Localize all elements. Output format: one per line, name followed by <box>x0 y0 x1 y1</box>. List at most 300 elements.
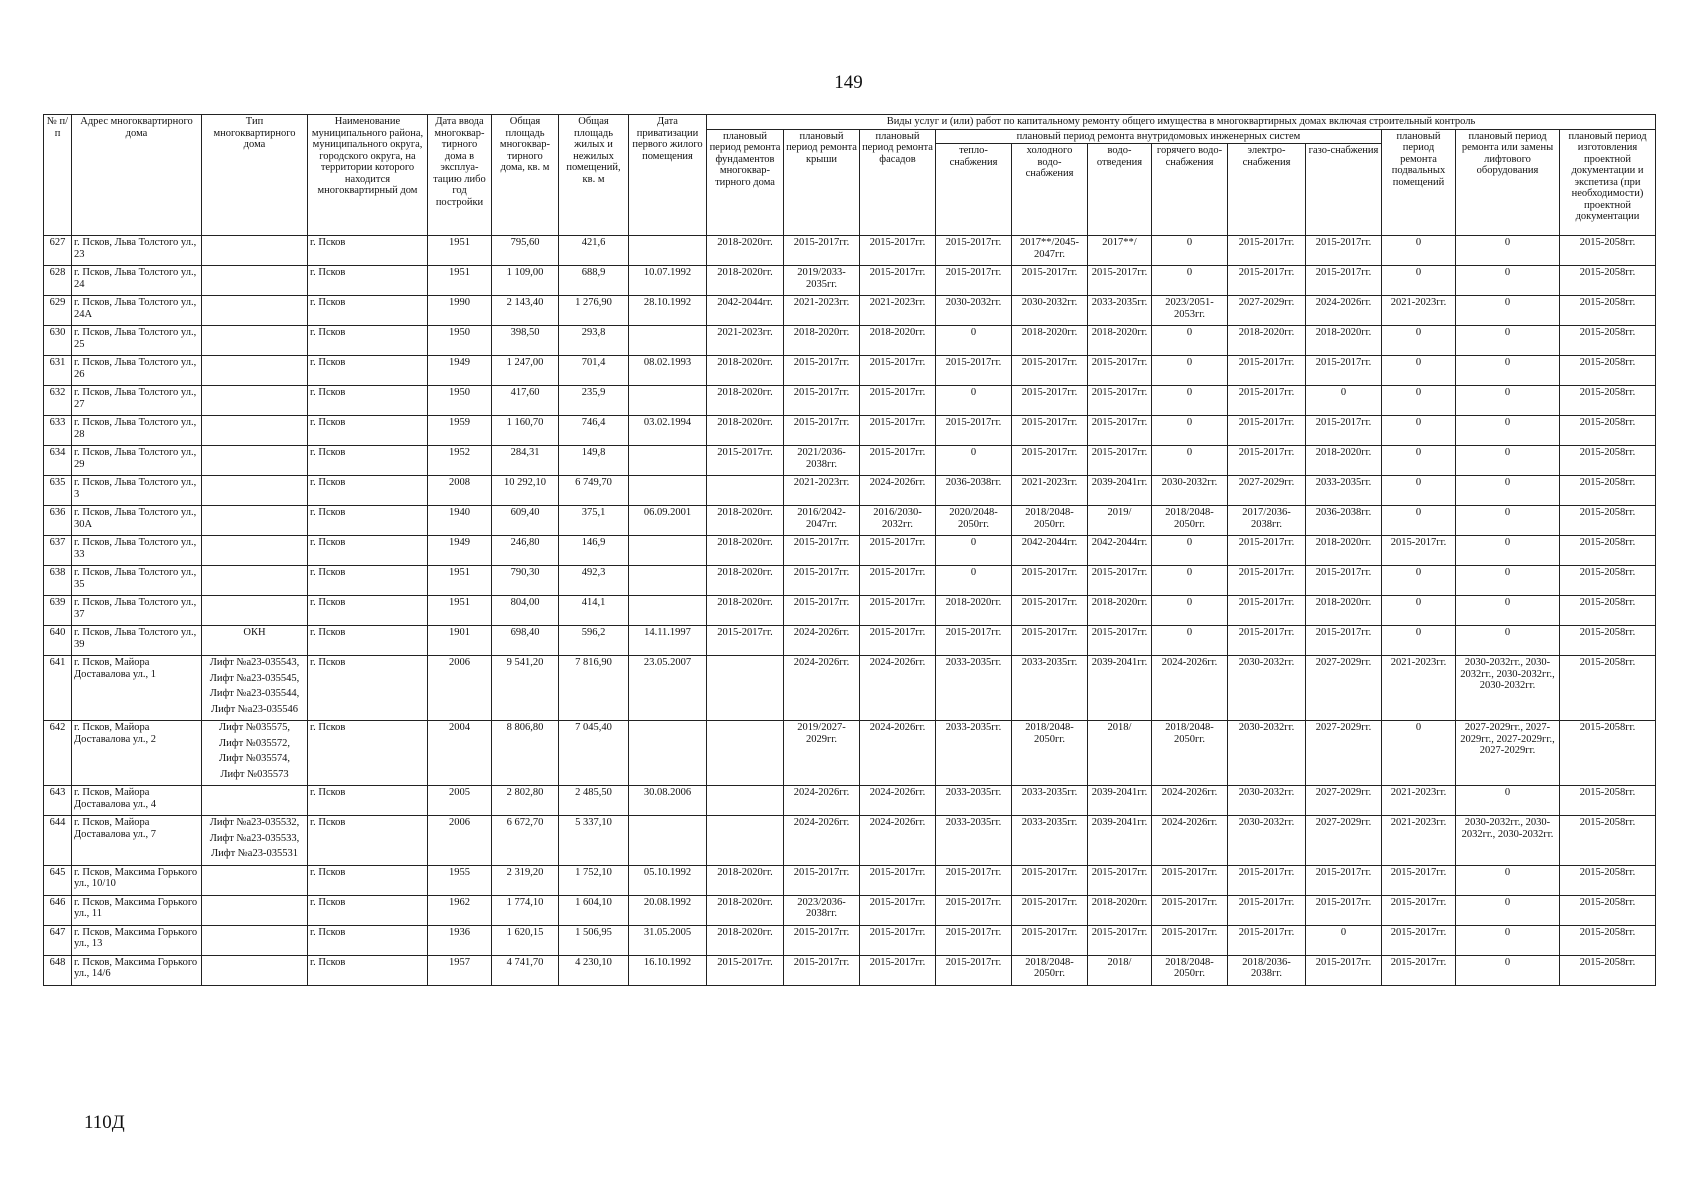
table-row <box>44 955 1656 985</box>
elevator-cell: 0 <box>1456 476 1560 506</box>
lift-entry: Лифт №035573 <box>220 768 289 780</box>
table-row <box>44 721 1656 786</box>
roof-period-cell: 2021-2023гг. <box>784 296 860 326</box>
roof-period-cell: 2015-2017гг. <box>784 536 860 566</box>
facade-period-cell: 2024-2026гг. <box>860 476 936 506</box>
total-area-cell: 2 319,20 <box>492 865 559 895</box>
address-cell: г. Псков, Майора Доставалова ул., 4 <box>72 786 202 816</box>
elevator-cell: 0 <box>1456 386 1560 416</box>
sewer-cell: 2042-2044гг. <box>1088 536 1152 566</box>
house-type-cell <box>202 786 308 816</box>
cold-water-cell: 2017**/2045-2047гг. <box>1012 236 1088 266</box>
electric-cell: 2015-2017гг. <box>1228 536 1306 566</box>
row-number: 635 <box>44 476 72 506</box>
heat-supply-cell: 0 <box>936 386 1012 416</box>
hot-water-cell: 0 <box>1152 416 1228 446</box>
hot-water-cell: 2024-2026гг. <box>1152 786 1228 816</box>
commission-year-cell: 1950 <box>428 386 492 416</box>
total-area-cell: 10 292,10 <box>492 476 559 506</box>
elevator-cell: 2030-2032гг., 2030-2032гг., 2030-2032гг. <box>1456 816 1560 866</box>
facade-period-cell: 2015-2017гг. <box>860 626 936 656</box>
cold-water-cell: 2015-2017гг. <box>1012 266 1088 296</box>
commission-year-cell: 2006 <box>428 656 492 721</box>
documentation-cell: 2015-2058гг. <box>1560 895 1656 925</box>
heat-supply-cell: 2015-2017гг. <box>936 895 1012 925</box>
hot-water-cell: 2018/2048-2050гг. <box>1152 506 1228 536</box>
facade-period-cell: 2024-2026гг. <box>860 786 936 816</box>
electric-cell: 2018-2020гг. <box>1228 326 1306 356</box>
municipality-cell: г. Псков <box>308 356 428 386</box>
heat-supply-cell: 2015-2017гг. <box>936 416 1012 446</box>
living-area-cell: 7 816,90 <box>559 656 629 721</box>
heat-supply-cell: 2033-2035гг. <box>936 721 1012 786</box>
roof-period-cell: 2015-2017гг. <box>784 925 860 955</box>
commission-year-cell: 1949 <box>428 536 492 566</box>
header-municipality: Наименование муниципального района, муниципального округа, городского округа, на территории которого находится многоквартирный дом <box>308 115 428 236</box>
foundation-period-cell: 2015-2017гг. <box>707 955 784 985</box>
address-cell: г. Псков, Льва Толстого ул., 35 <box>72 566 202 596</box>
documentation-cell: 2015-2058гг. <box>1560 506 1656 536</box>
cold-water-cell: 2018-2020гг. <box>1012 326 1088 356</box>
house-type-cell <box>202 656 308 721</box>
privatization-date-cell <box>629 236 707 266</box>
living-area-cell: 2 485,50 <box>559 786 629 816</box>
house-type-cell <box>202 416 308 446</box>
privatization-date-cell: 10.07.1992 <box>629 266 707 296</box>
row-number: 636 <box>44 506 72 536</box>
foundation-period-cell: 2018-2020гг. <box>707 566 784 596</box>
commission-year-cell: 1990 <box>428 296 492 326</box>
commission-year-cell: 1950 <box>428 326 492 356</box>
living-area-cell: 149,8 <box>559 446 629 476</box>
municipality-cell: г. Псков <box>308 266 428 296</box>
heat-supply-cell: 2018-2020гг. <box>936 596 1012 626</box>
address-cell: г. Псков, Максима Горького ул., 10/10 <box>72 865 202 895</box>
total-area-cell: 6 672,70 <box>492 816 559 866</box>
living-area-cell: 688,9 <box>559 266 629 296</box>
house-type-cell <box>202 476 308 506</box>
electric-cell: 2030-2032гг. <box>1228 786 1306 816</box>
sewer-cell: 2015-2017гг. <box>1088 865 1152 895</box>
total-area-cell: 417,60 <box>492 386 559 416</box>
cold-water-cell: 2018/2048-2050гг. <box>1012 721 1088 786</box>
municipality-cell: г. Псков <box>308 326 428 356</box>
electric-cell: 2015-2017гг. <box>1228 626 1306 656</box>
header-services-group: Виды услуг и (или) работ по капитальному ремонту общего имущества в многоквартирных домах включая строительный контроль <box>707 115 1656 130</box>
privatization-date-cell <box>629 596 707 626</box>
sewer-cell: 2015-2017гг. <box>1088 925 1152 955</box>
hot-water-cell: 0 <box>1152 386 1228 416</box>
facade-period-cell: 2024-2026гг. <box>860 816 936 866</box>
row-number: 648 <box>44 955 72 985</box>
electric-cell: 2018/2036-2038гг. <box>1228 955 1306 985</box>
cold-water-cell: 2015-2017гг. <box>1012 566 1088 596</box>
house-type-cell <box>202 865 308 895</box>
sewer-cell: 2017**/ <box>1088 236 1152 266</box>
basement-cell: 0 <box>1382 476 1456 506</box>
sewer-cell: 2039-2041гг. <box>1088 816 1152 866</box>
row-number: 637 <box>44 536 72 566</box>
hot-water-cell: 0 <box>1152 536 1228 566</box>
header-facade: плановый период ремонта фасадов <box>860 129 936 236</box>
total-area-cell: 398,50 <box>492 326 559 356</box>
facade-period-cell: 2015-2017гг. <box>860 925 936 955</box>
gas-cell: 2015-2017гг. <box>1306 566 1382 596</box>
table-row <box>44 446 1656 476</box>
roof-period-cell: 2016/2042-2047гг. <box>784 506 860 536</box>
foundation-period-cell: 2021-2023гг. <box>707 326 784 356</box>
facade-period-cell: 2015-2017гг. <box>860 596 936 626</box>
commission-year-cell: 1951 <box>428 566 492 596</box>
header-basement: плановый период ремонта подвальных помещений <box>1382 129 1456 236</box>
privatization-date-cell <box>629 446 707 476</box>
commission-year-cell: 2008 <box>428 476 492 506</box>
privatization-date-cell: 16.10.1992 <box>629 955 707 985</box>
header-elevator: плановый период ремонта или замены лифтового оборудования <box>1456 129 1560 236</box>
row-number: 641 <box>44 656 72 721</box>
cold-water-cell: 2033-2035гг. <box>1012 816 1088 866</box>
cold-water-cell: 2015-2017гг. <box>1012 865 1088 895</box>
facade-period-cell: 2024-2026гг. <box>860 721 936 786</box>
living-area-cell: 701,4 <box>559 356 629 386</box>
sewer-cell: 2018/ <box>1088 721 1152 786</box>
address-cell: г. Псков, Льва Толстого ул., 30А <box>72 506 202 536</box>
total-area-cell: 4 741,70 <box>492 955 559 985</box>
header-documentation: плановый период изготовления проектной документации и экспетиза (при необходимости) проектной документации <box>1560 129 1656 236</box>
facade-period-cell: 2015-2017гг. <box>860 955 936 985</box>
roof-period-cell: 2024-2026гг. <box>784 626 860 656</box>
roof-period-cell: 2015-2017гг. <box>784 955 860 985</box>
commission-year-cell: 1952 <box>428 446 492 476</box>
basement-cell: 2021-2023гг. <box>1382 296 1456 326</box>
basement-cell: 2015-2017гг. <box>1382 895 1456 925</box>
header-type: Тип многоквартирного дома <box>202 115 308 236</box>
electric-cell: 2015-2017гг. <box>1228 236 1306 266</box>
row-number: 644 <box>44 816 72 866</box>
heat-supply-cell: 2015-2017гг. <box>936 236 1012 266</box>
gas-cell: 2024-2026гг. <box>1306 296 1382 326</box>
address-cell: г. Псков, Майора Доставалова ул., 2 <box>72 721 202 786</box>
address-cell: г. Псков, Льва Толстого ул., 23 <box>72 236 202 266</box>
hot-water-cell: 0 <box>1152 236 1228 266</box>
header-cold-water: холодного водо-снабжения <box>1012 144 1088 236</box>
header-engineering-group: плановый период ремонта внутридомовых инженерных систем <box>936 129 1382 144</box>
roof-period-cell: 2019/2027-2029гг. <box>784 721 860 786</box>
living-area-cell: 1 506,95 <box>559 925 629 955</box>
hot-water-cell: 0 <box>1152 266 1228 296</box>
header-living-area: Общая площадь жилых и нежилых помещений, кв. м <box>559 115 629 236</box>
cold-water-cell: 2015-2017гг. <box>1012 386 1088 416</box>
municipality-cell: г. Псков <box>308 865 428 895</box>
sewer-cell: 2015-2017гг. <box>1088 266 1152 296</box>
documentation-cell: 2015-2058гг. <box>1560 865 1656 895</box>
living-area-cell: 1 604,10 <box>559 895 629 925</box>
total-area-cell: 284,31 <box>492 446 559 476</box>
documentation-cell: 2015-2058гг. <box>1560 236 1656 266</box>
cold-water-cell: 2015-2017гг. <box>1012 925 1088 955</box>
municipality-cell: г. Псков <box>308 596 428 626</box>
elevator-cell: 2030-2032гг., 2030-2032гг., 2030-2032гг., 2030-2032гг. <box>1456 656 1560 721</box>
row-number: 640 <box>44 626 72 656</box>
total-area-cell: 790,30 <box>492 566 559 596</box>
facade-period-cell: 2016/2030-2032гг. <box>860 506 936 536</box>
address-cell: г. Псков, Льва Толстого ул., 37 <box>72 596 202 626</box>
commission-year-cell: 1951 <box>428 236 492 266</box>
municipality-cell: г. Псков <box>308 786 428 816</box>
documentation-cell: 2015-2058гг. <box>1560 596 1656 626</box>
elevator-cell: 2027-2029гг., 2027-2029гг., 2027-2029гг., 2027-2029гг. <box>1456 721 1560 786</box>
lift-entry: Лифт №а23-035544, <box>209 688 300 699</box>
facade-period-cell: 2015-2017гг. <box>860 566 936 596</box>
facade-period-cell: 2015-2017гг. <box>860 536 936 566</box>
municipality-cell: г. Псков <box>308 626 428 656</box>
documentation-cell: 2015-2058гг. <box>1560 786 1656 816</box>
privatization-date-cell: 06.09.2001 <box>629 506 707 536</box>
lift-entry: Лифт №а23-035531 <box>211 848 298 859</box>
address-cell: г. Псков, Льва Толстого ул., 28 <box>72 416 202 446</box>
commission-year-cell: 1957 <box>428 955 492 985</box>
row-number: 643 <box>44 786 72 816</box>
header-total-area: Общая площадь многоквар-тирного дома, кв. м <box>492 115 559 236</box>
sewer-cell: 2039-2041гг. <box>1088 656 1152 721</box>
municipality-cell: г. Псков <box>308 656 428 721</box>
cold-water-cell: 2015-2017гг. <box>1012 626 1088 656</box>
header-privatization: Дата приватизации первого жилого помещения <box>629 115 707 236</box>
elevator-cell: 0 <box>1456 536 1560 566</box>
row-number: 627 <box>44 236 72 266</box>
gas-cell: 2015-2017гг. <box>1306 356 1382 386</box>
cold-water-cell: 2015-2017гг. <box>1012 356 1088 386</box>
house-type-cell <box>202 566 308 596</box>
table-row <box>44 236 1656 266</box>
house-type-cell <box>202 536 308 566</box>
table-row <box>44 656 1656 721</box>
privatization-date-cell <box>629 566 707 596</box>
heat-supply-cell: 2015-2017гг. <box>936 955 1012 985</box>
header-num: № п/п <box>44 115 72 236</box>
row-number: 645 <box>44 865 72 895</box>
municipality-cell: г. Псков <box>308 955 428 985</box>
sewer-cell: 2015-2017гг. <box>1088 566 1152 596</box>
cold-water-cell: 2018/2048-2050гг. <box>1012 506 1088 536</box>
facade-period-cell: 2015-2017гг. <box>860 386 936 416</box>
cold-water-cell: 2018/2048-2050гг. <box>1012 955 1088 985</box>
total-area-cell: 246,80 <box>492 536 559 566</box>
header-foundation: плановый период ремонта фундаментов многоквар-тирного дома <box>707 129 784 236</box>
row-number: 633 <box>44 416 72 446</box>
total-area-cell: 1 620,15 <box>492 925 559 955</box>
privatization-date-cell: 08.02.1993 <box>629 356 707 386</box>
hot-water-cell: 0 <box>1152 626 1228 656</box>
sewer-cell: 2018-2020гг. <box>1088 326 1152 356</box>
row-number: 638 <box>44 566 72 596</box>
total-area-cell: 9 541,20 <box>492 656 559 721</box>
cold-water-cell: 2033-2035гг. <box>1012 656 1088 721</box>
electric-cell: 2015-2017гг. <box>1228 386 1306 416</box>
header-electric: электро-снабжения <box>1228 144 1306 236</box>
electric-cell: 2015-2017гг. <box>1228 925 1306 955</box>
heat-supply-cell: 2033-2035гг. <box>936 656 1012 721</box>
privatization-date-cell <box>629 816 707 866</box>
total-area-cell: 609,40 <box>492 506 559 536</box>
foundation-period-cell: 2018-2020гг. <box>707 356 784 386</box>
electric-cell: 2015-2017гг. <box>1228 356 1306 386</box>
foundation-period-cell: 2018-2020гг. <box>707 386 784 416</box>
facade-period-cell: 2018-2020гг. <box>860 326 936 356</box>
house-type-cell <box>202 895 308 925</box>
table-row <box>44 506 1656 536</box>
gas-cell: 2027-2029гг. <box>1306 786 1382 816</box>
house-type-cell <box>202 266 308 296</box>
privatization-date-cell: 30.08.2006 <box>629 786 707 816</box>
cold-water-cell: 2030-2032гг. <box>1012 296 1088 326</box>
house-type-cell <box>202 721 308 786</box>
hot-water-cell: 2015-2017гг. <box>1152 925 1228 955</box>
gas-cell: 2018-2020гг. <box>1306 446 1382 476</box>
living-area-cell: 4 230,10 <box>559 955 629 985</box>
foundation-period-cell <box>707 816 784 866</box>
basement-cell: 2021-2023гг. <box>1382 656 1456 721</box>
foundation-period-cell <box>707 786 784 816</box>
lift-entry: Лифт №а23-035545, <box>209 672 300 684</box>
table-row <box>44 386 1656 416</box>
total-area-cell: 8 806,80 <box>492 721 559 786</box>
total-area-cell: 2 143,40 <box>492 296 559 326</box>
house-type-cell <box>202 925 308 955</box>
documentation-cell: 2015-2058гг. <box>1560 955 1656 985</box>
address-cell: г. Псков, Максима Горького ул., 11 <box>72 895 202 925</box>
lift-entry: Лифт №035572, <box>219 737 290 749</box>
basement-cell: 0 <box>1382 566 1456 596</box>
commission-year-cell: 1951 <box>428 266 492 296</box>
table-row <box>44 566 1656 596</box>
basement-cell: 0 <box>1382 386 1456 416</box>
elevator-cell: 0 <box>1456 895 1560 925</box>
roof-period-cell: 2019/2033-2035гг. <box>784 266 860 296</box>
privatization-date-cell: 03.02.1994 <box>629 416 707 446</box>
municipality-cell: г. Псков <box>308 816 428 866</box>
documentation-cell: 2015-2058гг. <box>1560 416 1656 446</box>
commission-year-cell: 1955 <box>428 865 492 895</box>
house-type-cell <box>202 296 308 326</box>
basement-cell: 0 <box>1382 626 1456 656</box>
total-area-cell: 795,60 <box>492 236 559 266</box>
municipality-cell: г. Псков <box>308 476 428 506</box>
lift-entry: Лифт №а23-035533, <box>209 832 300 844</box>
footer-code: 110Д <box>84 1112 125 1133</box>
sewer-cell: 2018/ <box>1088 955 1152 985</box>
foundation-period-cell: 2042-2044гг. <box>707 296 784 326</box>
total-area-cell: 698,40 <box>492 626 559 656</box>
foundation-period-cell: 2018-2020гг. <box>707 236 784 266</box>
basement-cell: 0 <box>1382 266 1456 296</box>
facade-period-cell: 2015-2017гг. <box>860 356 936 386</box>
privatization-date-cell: 05.10.1992 <box>629 865 707 895</box>
privatization-date-cell <box>629 721 707 786</box>
sewer-cell: 2015-2017гг. <box>1088 356 1152 386</box>
roof-period-cell: 2024-2026гг. <box>784 656 860 721</box>
sewer-cell: 2015-2017гг. <box>1088 446 1152 476</box>
heat-supply-cell: 2015-2017гг. <box>936 865 1012 895</box>
table-row <box>44 296 1656 326</box>
address-cell: г. Псков, Майора Доставалова ул., 1 <box>72 656 202 721</box>
living-area-cell: 7 045,40 <box>559 721 629 786</box>
elevator-cell: 0 <box>1456 955 1560 985</box>
table-row <box>44 536 1656 566</box>
gas-cell: 2015-2017гг. <box>1306 236 1382 266</box>
facade-period-cell: 2015-2017гг. <box>860 236 936 266</box>
header-address: Адрес многоквартирного дома <box>72 115 202 236</box>
basement-cell: 2021-2023гг. <box>1382 786 1456 816</box>
header-commission: Дата ввода многоквар-тирного дома в эксплуа-тацию либо год постройки <box>428 115 492 236</box>
elevator-cell: 0 <box>1456 786 1560 816</box>
commission-year-cell: 1951 <box>428 596 492 626</box>
facade-period-cell: 2015-2017гг. <box>860 446 936 476</box>
commission-year-cell: 2006 <box>428 816 492 866</box>
living-area-cell: 492,3 <box>559 566 629 596</box>
commission-year-cell: 1936 <box>428 925 492 955</box>
municipality-cell: г. Псков <box>308 446 428 476</box>
privatization-date-cell: 20.08.1992 <box>629 895 707 925</box>
row-number: 642 <box>44 721 72 786</box>
heat-supply-cell: 0 <box>936 446 1012 476</box>
electric-cell: 2027-2029гг. <box>1228 296 1306 326</box>
electric-cell: 2015-2017гг. <box>1228 416 1306 446</box>
electric-cell: 2030-2032гг. <box>1228 721 1306 786</box>
municipality-cell: г. Псков <box>308 236 428 266</box>
basement-cell: 0 <box>1382 236 1456 266</box>
facade-period-cell: 2015-2017гг. <box>860 865 936 895</box>
hot-water-cell: 2024-2026гг. <box>1152 656 1228 721</box>
elevator-cell: 0 <box>1456 596 1560 626</box>
gas-cell: 2015-2017гг. <box>1306 266 1382 296</box>
foundation-period-cell: 2018-2020гг. <box>707 506 784 536</box>
foundation-period-cell: 2018-2020гг. <box>707 895 784 925</box>
table-row <box>44 326 1656 356</box>
basement-cell: 2015-2017гг. <box>1382 925 1456 955</box>
lift-entry: Лифт №035574, <box>219 753 290 764</box>
roof-period-cell: 2021/2036-2038гг. <box>784 446 860 476</box>
basement-cell: 0 <box>1382 721 1456 786</box>
documentation-cell: 2015-2058гг. <box>1560 446 1656 476</box>
commission-year-cell: 1959 <box>428 416 492 446</box>
gas-cell: 2027-2029гг. <box>1306 816 1382 866</box>
basement-cell: 0 <box>1382 506 1456 536</box>
header-gas: газо-снабжения <box>1306 144 1382 236</box>
roof-period-cell: 2021-2023гг. <box>784 476 860 506</box>
gas-cell: 2018-2020гг. <box>1306 326 1382 356</box>
lift-entry: Лифт №035575, <box>219 722 290 733</box>
living-area-cell: 146,9 <box>559 536 629 566</box>
header-hot-water: горячего водо-снабжения <box>1152 144 1228 236</box>
elevator-cell: 0 <box>1456 296 1560 326</box>
heat-supply-cell: 0 <box>936 536 1012 566</box>
sewer-cell: 2018-2020гг. <box>1088 596 1152 626</box>
roof-period-cell: 2024-2026гг. <box>784 786 860 816</box>
documentation-cell: 2015-2058гг. <box>1560 626 1656 656</box>
foundation-period-cell <box>707 656 784 721</box>
table-row <box>44 816 1656 866</box>
privatization-date-cell <box>629 536 707 566</box>
cold-water-cell: 2021-2023гг. <box>1012 476 1088 506</box>
gas-cell: 2027-2029гг. <box>1306 656 1382 721</box>
documentation-cell: 2015-2058гг. <box>1560 356 1656 386</box>
cold-water-cell: 2015-2017гг. <box>1012 416 1088 446</box>
total-area-cell: 1 109,00 <box>492 266 559 296</box>
hot-water-cell: 2023/2051-2053гг. <box>1152 296 1228 326</box>
living-area-cell: 414,1 <box>559 596 629 626</box>
elevator-cell: 0 <box>1456 266 1560 296</box>
